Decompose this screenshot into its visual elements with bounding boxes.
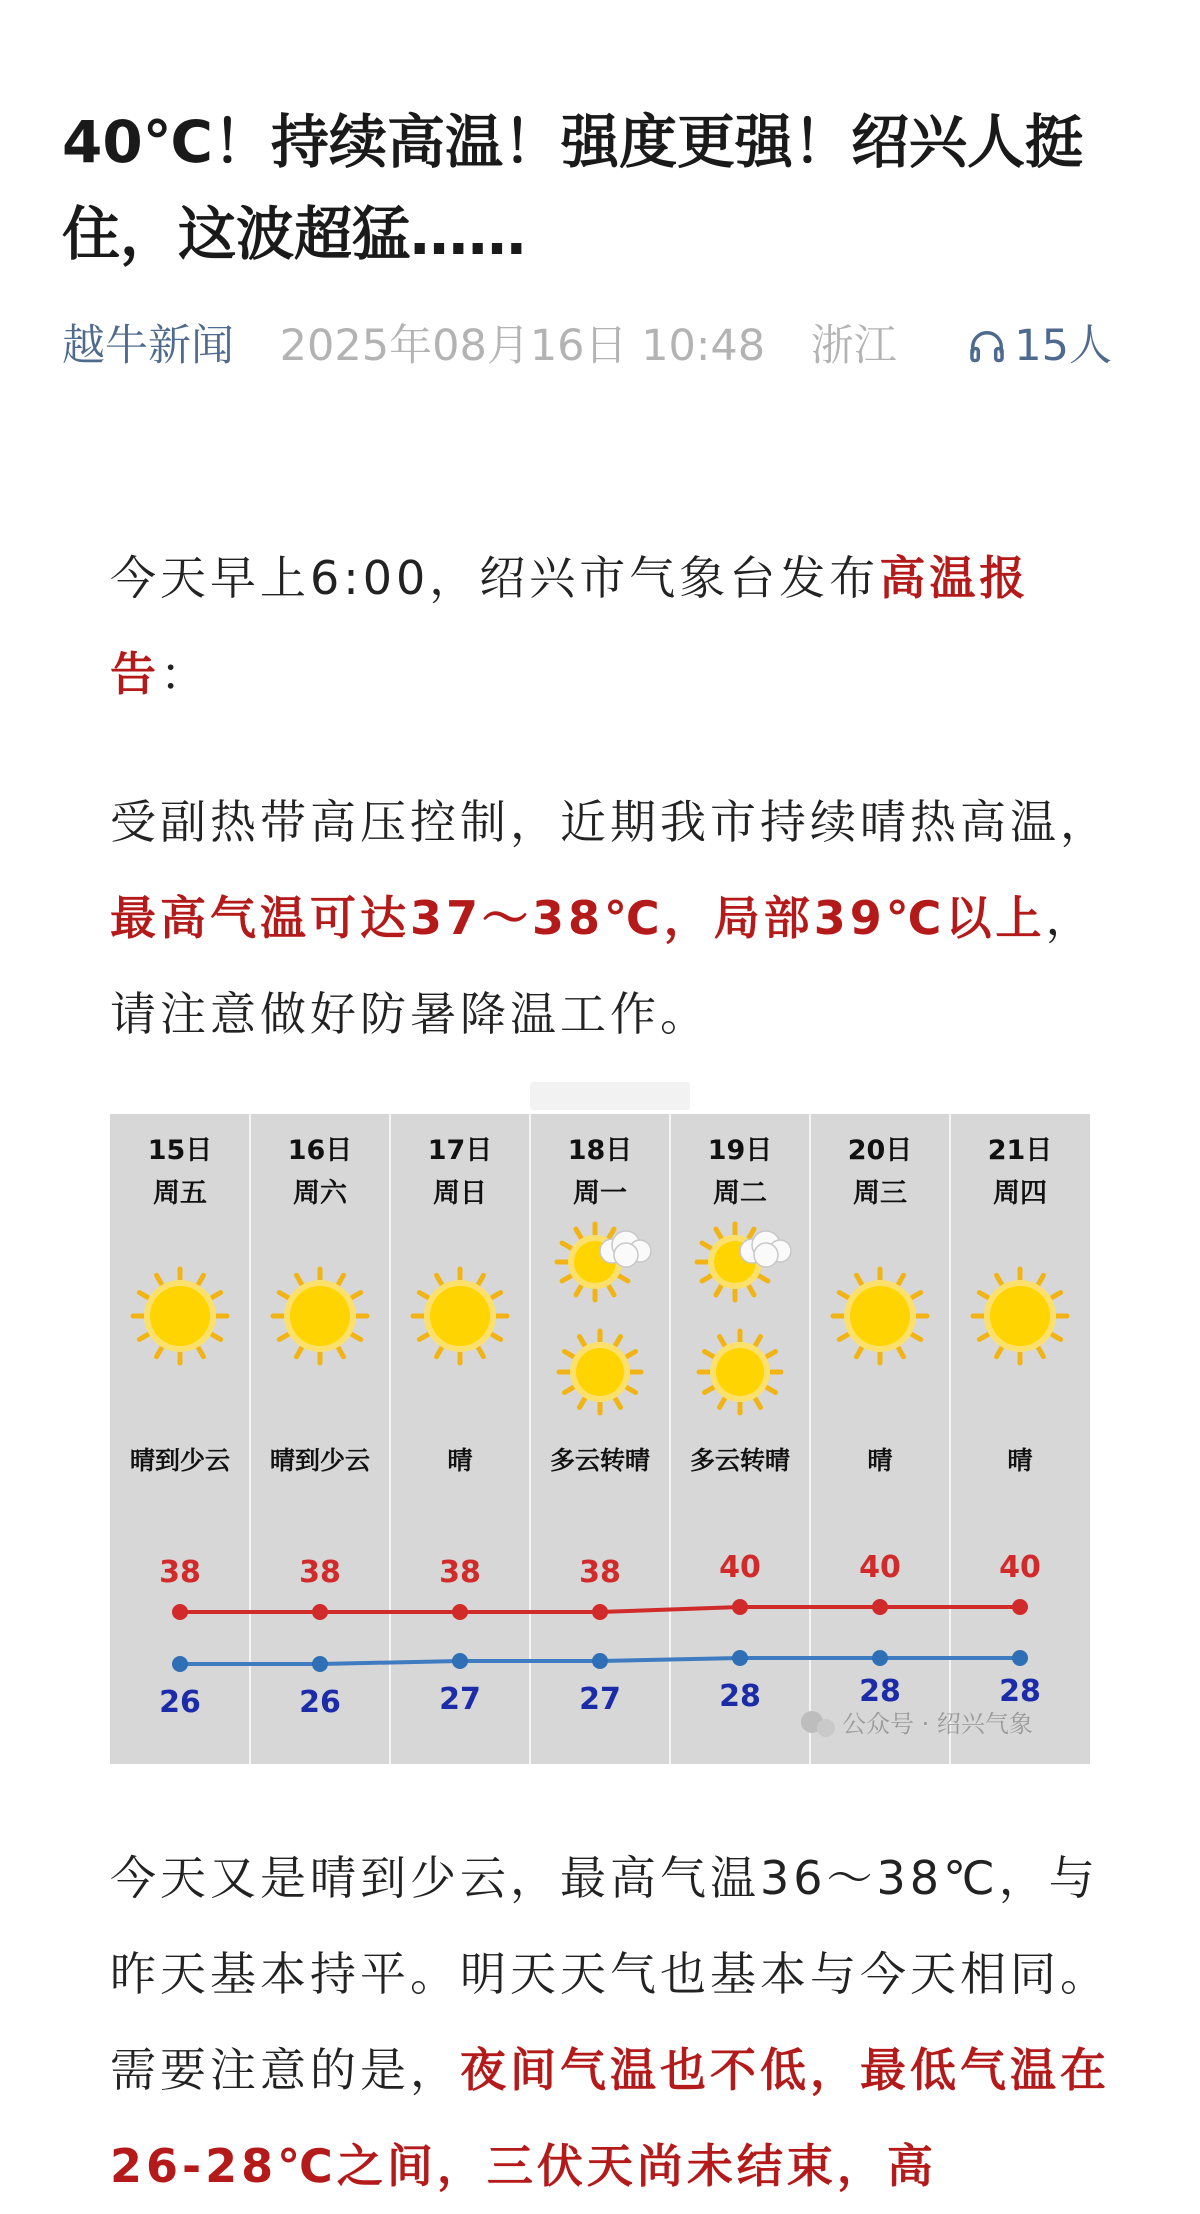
day-date: 19日 bbox=[707, 1135, 773, 1166]
high-temp-point bbox=[1012, 1599, 1028, 1615]
high-temp-point bbox=[732, 1599, 748, 1615]
low-temp-label: 28 bbox=[999, 1674, 1041, 1709]
p2-highlight: 最高气温可达37～38℃，局部39℃以上 bbox=[110, 891, 1046, 945]
low-temp-point bbox=[172, 1656, 188, 1672]
p2-tail: ，请注意做好防暑降温工作。 bbox=[110, 891, 1096, 1041]
day-weekday: 周五 bbox=[153, 1178, 207, 1209]
paragraph-2 bbox=[110, 774, 1110, 1062]
high-temp-label: 38 bbox=[579, 1555, 621, 1590]
p2-text: 受副热带高压控制，近期我市持续晴热高温， bbox=[110, 795, 1110, 849]
sun-icon bbox=[273, 1269, 367, 1363]
day-date: 15日 bbox=[147, 1135, 213, 1166]
paragraph-3 bbox=[110, 1830, 1110, 2214]
article-title: 40℃！持续高温！强度更强！绍兴人挺住，这波超猛…… bbox=[62, 108, 1083, 268]
blurred-watermark bbox=[530, 1082, 690, 1110]
weather-label: 晴到少云 bbox=[269, 1446, 371, 1475]
high-temp-point bbox=[592, 1604, 608, 1620]
paragraph-1 bbox=[110, 530, 1110, 722]
low-temp-point bbox=[1012, 1650, 1028, 1666]
p1-tail: ： bbox=[160, 647, 210, 701]
weather-label: 多云转晴 bbox=[549, 1446, 651, 1475]
day-date: 16日 bbox=[287, 1135, 353, 1166]
low-temp-label: 27 bbox=[579, 1682, 621, 1717]
sun-icon bbox=[413, 1269, 507, 1363]
high-temp-point bbox=[172, 1604, 188, 1620]
low-temp-label: 26 bbox=[159, 1685, 201, 1720]
low-temp-point bbox=[312, 1656, 328, 1672]
forecast-svg bbox=[110, 1114, 1090, 1764]
source-link[interactable]: 越牛新闻 bbox=[62, 321, 234, 371]
sun-icon bbox=[559, 1331, 641, 1413]
high-temp-label: 40 bbox=[859, 1550, 901, 1585]
low-temp-label: 28 bbox=[719, 1679, 761, 1714]
high-temp-label: 38 bbox=[299, 1555, 341, 1590]
high-temp-point bbox=[312, 1604, 328, 1620]
low-temp-label: 26 bbox=[299, 1685, 341, 1720]
high-temp-point bbox=[872, 1599, 888, 1615]
sun-icon bbox=[833, 1269, 927, 1363]
weather-label: 晴 bbox=[447, 1446, 473, 1475]
day-weekday: 周一 bbox=[573, 1178, 627, 1209]
sun-icon bbox=[973, 1269, 1067, 1363]
publish-datetime: 2025年08月16日 10:48 bbox=[279, 321, 766, 371]
sun-icon bbox=[133, 1269, 227, 1363]
day-date: 20日 bbox=[847, 1135, 913, 1166]
wechat-icon-bubble bbox=[817, 1719, 835, 1737]
day-weekday: 周六 bbox=[293, 1178, 347, 1209]
low-temp-point bbox=[872, 1650, 888, 1666]
weather-label: 晴 bbox=[867, 1446, 893, 1475]
high-temp-point bbox=[452, 1604, 468, 1620]
watermark-text: 公众号 · 绍兴气象 bbox=[842, 1710, 1033, 1738]
low-temp-point bbox=[732, 1650, 748, 1666]
listener-count: 15人 bbox=[1014, 321, 1112, 371]
high-temp-label: 38 bbox=[159, 1555, 201, 1590]
article-meta bbox=[62, 318, 1142, 374]
day-date: 21日 bbox=[987, 1135, 1053, 1166]
weather-label: 晴 bbox=[1007, 1446, 1033, 1475]
p3-highlight: 夜间气温也不低，最低气温在26-28℃之间，三伏天尚未结束，高 bbox=[110, 2043, 1110, 2193]
listen-button[interactable] bbox=[968, 318, 1112, 374]
high-temp-label: 40 bbox=[999, 1550, 1041, 1585]
low-temp-point bbox=[592, 1653, 608, 1669]
p3-text: 今天又是晴到少云，最高气温36～38℃，与昨天基本持平。明天天气也基本与今天相同。需要注意的是， bbox=[110, 1851, 1110, 2097]
weather-label: 晴到少云 bbox=[129, 1446, 231, 1475]
high-temp-label: 38 bbox=[439, 1555, 481, 1590]
day-date: 17日 bbox=[427, 1135, 493, 1166]
region-label: 浙江 bbox=[810, 321, 897, 371]
low-temp-label: 27 bbox=[439, 1682, 481, 1717]
p1-text: 今天早上6:00，绍兴市气象台发布 bbox=[110, 551, 880, 605]
day-weekday: 周二 bbox=[713, 1178, 767, 1209]
day-weekday: 周日 bbox=[433, 1178, 487, 1209]
day-weekday: 周三 bbox=[853, 1178, 907, 1209]
high-temp-label: 40 bbox=[719, 1550, 761, 1585]
day-weekday: 周四 bbox=[993, 1178, 1047, 1209]
weather-forecast-chart bbox=[110, 1114, 1090, 1764]
p1-highlight: 高温报告 bbox=[110, 551, 1030, 701]
sun-icon bbox=[699, 1331, 781, 1413]
low-temp-label: 28 bbox=[859, 1674, 901, 1709]
headphones-icon bbox=[968, 328, 1006, 366]
low-temp-point bbox=[452, 1653, 468, 1669]
weather-label: 多云转晴 bbox=[689, 1446, 791, 1475]
day-date: 18日 bbox=[567, 1135, 633, 1166]
